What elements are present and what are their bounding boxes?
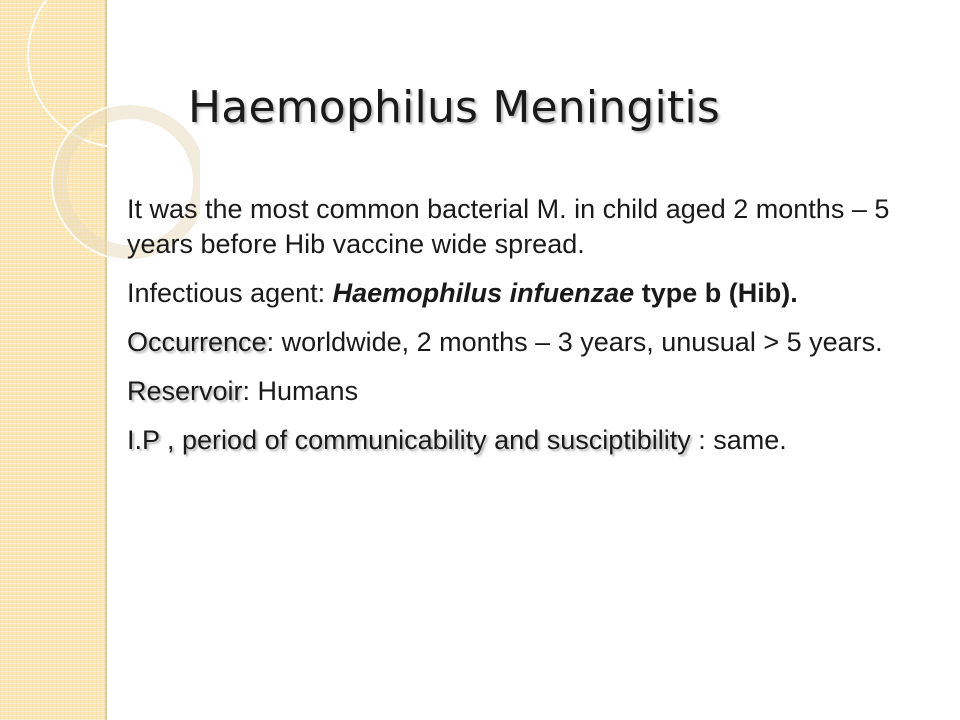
incubation-term: I.P , period of communicability and susciptibility	[127, 425, 691, 455]
incubation-text: : same.	[690, 425, 787, 455]
slide-body	[127, 192, 917, 472]
paragraph-history	[127, 192, 917, 262]
paragraph-infectious-agent	[127, 276, 917, 311]
paragraph-reservoir	[127, 374, 917, 409]
infectious-agent-label: Infectious agent:	[127, 278, 333, 308]
paragraph-incubation	[127, 423, 917, 458]
paragraph-occurrence	[127, 325, 917, 360]
slide-title: Haemophilus Meningitis	[188, 82, 720, 133]
reservoir-term: Reservoir	[127, 376, 243, 406]
occurrence-term: Occurrence	[127, 327, 267, 357]
infectious-agent-name: Haemophilus infuenzae	[332, 278, 635, 308]
occurrence-text: : worldwide, 2 months – 3 years, unusual > 5 years.	[266, 327, 883, 357]
reservoir-text: : Humans	[242, 376, 359, 406]
history-text: It was the most common bacterial M. in child aged 2 months – 5 years before Hib vaccine wide spread.	[127, 194, 890, 259]
infectious-agent-suffix: type b (Hib).	[634, 278, 798, 308]
